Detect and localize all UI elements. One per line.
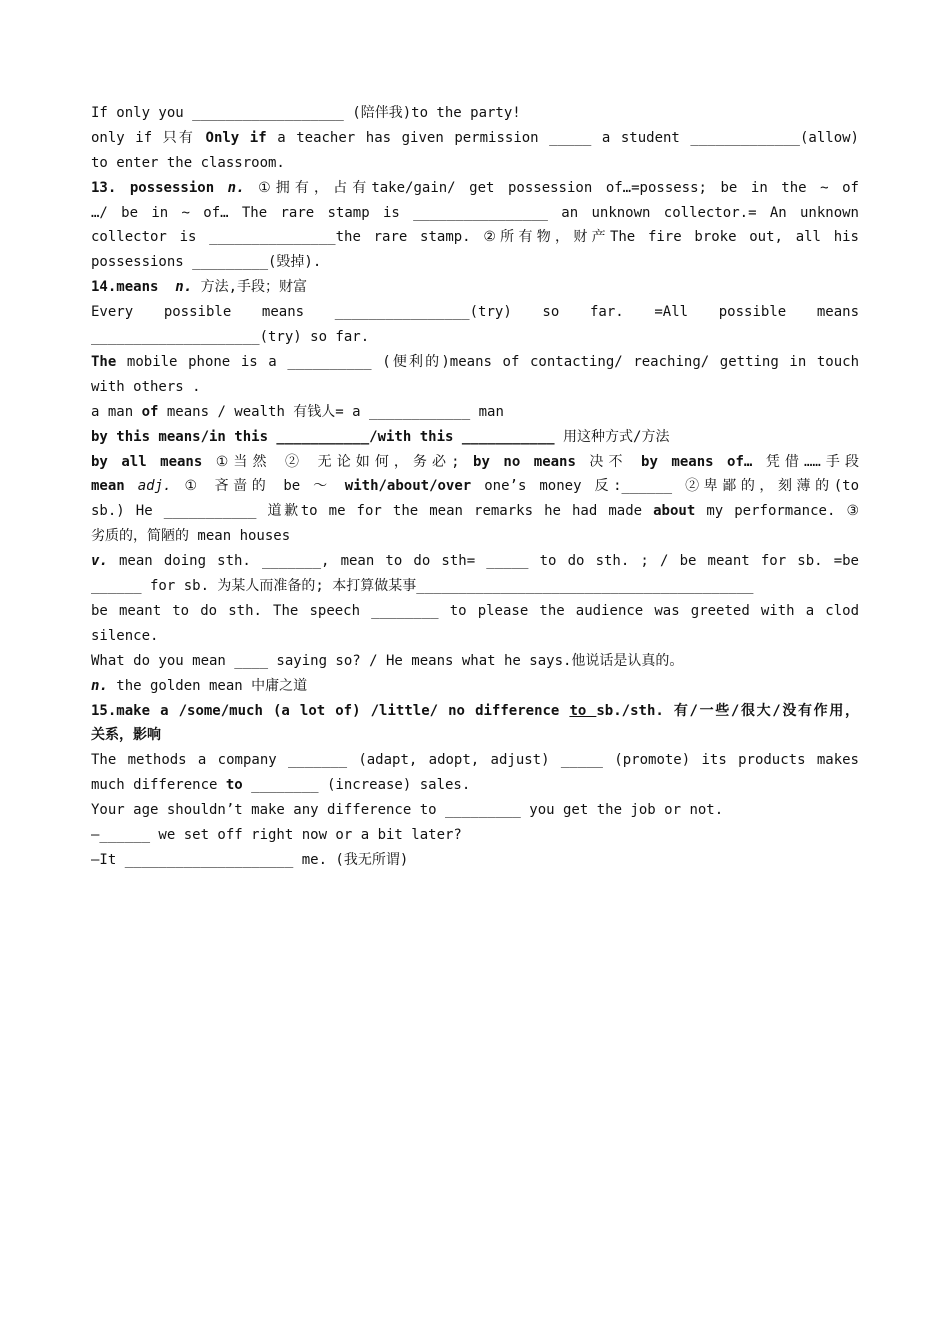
line-text: 方法,手段；财富 xyxy=(200,279,308,296)
text-line xyxy=(91,624,859,649)
line-text: mobile phone is a __________ (便利的)means of contacting/ reaching/ getting in touch xyxy=(116,353,859,370)
part-of-speech: n. xyxy=(175,279,193,296)
text-line xyxy=(91,325,859,350)
line-text: …/ be in ~ of… The rare stamp is ________________ an unknown collector.= An unknown xyxy=(91,204,859,221)
text-line xyxy=(91,748,859,773)
bold-term: by no means xyxy=(473,453,576,470)
line-text: ①当然 ② 无论如何，务必; xyxy=(202,453,474,470)
bold-term: by this means/in this ___________/with this ___________ xyxy=(91,428,555,445)
entry-heading: 关系，影响 xyxy=(91,727,161,744)
text-line xyxy=(91,101,859,126)
line-text: only if 只有 xyxy=(91,129,206,146)
line-text: Every possible means ________________(try) so far. =All possible means xyxy=(91,304,859,321)
text-line xyxy=(91,176,859,201)
line-text: one’s money 反:______ ②卑鄙的，刻薄的(to xyxy=(471,478,859,495)
text-line xyxy=(91,225,859,250)
line-text: to enter the classroom. xyxy=(91,154,285,171)
text-line xyxy=(91,201,859,226)
bold-term: of xyxy=(141,403,159,420)
entry-heading: 15.make a /some/much (a lot of) /little/ no difference xyxy=(91,702,570,719)
entry-heading: 14.means xyxy=(91,279,159,296)
line-text: mean doing sth. _______, mean to do sth= _____ to do sth. ; / be meant for sb. =be xyxy=(107,553,859,570)
line-text: If only you __________________ (陪伴我)to the party! xyxy=(91,105,521,121)
text-line xyxy=(91,599,859,624)
line-text: means / wealth 有钱人= a ____________ man xyxy=(158,403,504,420)
line-text: —______ we set off right now or a bit later? xyxy=(91,827,462,844)
line-text: —It ____________________ me. (我无所谓) xyxy=(91,851,409,868)
text-line xyxy=(91,524,859,549)
text-line xyxy=(91,350,859,375)
text-line xyxy=(91,773,859,798)
text-line xyxy=(91,474,859,499)
line-text: the golden mean 中庸之道 xyxy=(107,677,308,694)
line-text: silence. xyxy=(91,627,159,644)
line-text: ____________________(try) so far. xyxy=(91,329,370,346)
bold-term: The xyxy=(91,353,117,370)
bold-term: by means of… xyxy=(641,453,753,470)
line-text: 用这种方式/方法 xyxy=(554,428,670,445)
bold-term: with/about/over xyxy=(344,478,472,495)
text-line xyxy=(91,450,859,475)
text-line xyxy=(91,275,859,300)
line-text: possessions _________(毁掉). xyxy=(91,254,322,271)
line-text: The methods a company _______ (adapt, adopt, adjust) _____ (promote) its products makes xyxy=(91,752,859,769)
text-line xyxy=(91,499,859,524)
text-line xyxy=(91,375,859,400)
line-text: sb.) He ___________ 道歉to me for the mean remarks he had made xyxy=(91,503,654,520)
part-of-speech: adj. xyxy=(137,478,172,495)
entry-heading-line xyxy=(91,699,859,724)
text-line xyxy=(91,400,859,425)
bold-term: about xyxy=(653,503,696,520)
text-line xyxy=(91,425,859,450)
bold-term: to xyxy=(225,777,243,794)
line-text: ① 吝啬的 be ～ xyxy=(171,478,345,495)
line-text: a man xyxy=(91,403,142,420)
line-text: with others . xyxy=(91,378,201,395)
text-line xyxy=(91,798,859,823)
text-line xyxy=(91,674,859,699)
line-text: a teacher has given permission _____ a student _____________(allow) xyxy=(277,129,859,146)
text-line xyxy=(91,549,859,574)
part-of-speech: n. xyxy=(227,179,245,196)
line-text: 劣质的，简陋的 mean houses xyxy=(91,528,291,545)
line-text: 凭借……手段 xyxy=(752,453,859,470)
bold-term: Only if xyxy=(205,129,267,146)
text-line xyxy=(91,250,859,275)
part-of-speech: v. xyxy=(91,553,108,570)
entry-heading: 13. possession xyxy=(91,179,215,196)
line-text: ________ (increase) sales. xyxy=(242,777,471,794)
line-text: be meant to do sth. The speech ________ to please the audience was greeted with a clod xyxy=(91,602,859,619)
entry-heading: sb./sth. 有/一些/很大/没有作用， xyxy=(596,702,859,719)
line-text: 决不 xyxy=(575,453,642,470)
text-line xyxy=(91,823,859,848)
worksheet-page xyxy=(91,101,859,873)
part-of-speech: n. xyxy=(91,677,108,694)
line-text: What do you mean ____ saying so? / He means what he says.他说话是认真的。 xyxy=(91,652,684,669)
text-line xyxy=(91,151,859,176)
line-text: ①拥有，占有take/gain/ get possession of…=possess; be in the ~ of xyxy=(258,179,859,196)
line-text: collector is _______________the rare stamp. ②所有物，财产The fire broke out, all his xyxy=(91,229,859,246)
text-line xyxy=(91,649,859,674)
line-text: much difference xyxy=(91,777,226,794)
text-line xyxy=(91,723,859,748)
text-line xyxy=(91,574,859,599)
bold-term: by all means xyxy=(91,453,203,470)
line-text: ______ for sb. 为某人而准备的; 本打算做某事________________________________________ xyxy=(91,578,754,595)
text-line xyxy=(91,300,859,325)
entry-heading: mean xyxy=(91,478,125,495)
text-line xyxy=(91,126,859,151)
line-text: Your age shouldn’t make any difference to _________ you get the job or not. xyxy=(91,802,724,819)
line-text: my performance. ③ xyxy=(695,503,859,520)
text-line xyxy=(91,848,859,873)
underlined-term: to xyxy=(569,702,597,719)
